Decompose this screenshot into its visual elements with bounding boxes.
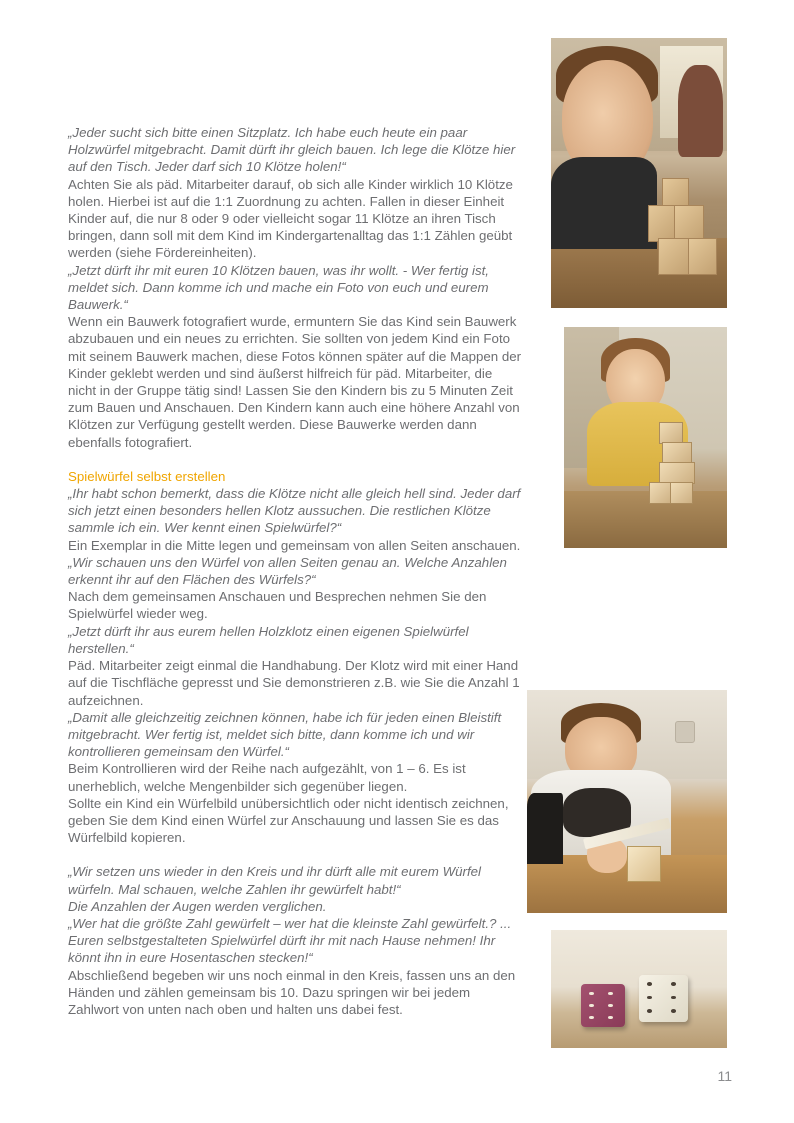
spacer <box>68 451 523 468</box>
paragraph-12: Beim Kontrollieren wird der Reihe nach aufgezählt, von 1 – 6. Es ist unerheblich, welche Mengenbilder sich gegenüber liegen. <box>68 761 466 794</box>
paragraph-7: „Wir schauen uns den Würfel von allen Seiten genau an. Welche Anzahlen erkennt ihr auf den Flächen des Würfels?“ <box>68 554 507 588</box>
paragraph-9: „Jetzt dürft ihr aus eurem hellen Holzklotz einen eigenen Spielwürfel herstellen.“ <box>68 623 469 656</box>
paragraph-15: Die Anzahlen der Augen werden verglichen. <box>68 898 327 914</box>
paragraph-3: „Jetzt dürft ihr mit euren 10 Klötzen bauen, was ihr wollt. - Wer fertig ist, meldet sich. Dann komme ich und mache ein Foto von euch und eurem Bauwerk.“ <box>68 262 489 313</box>
paragraph-8: Nach dem gemeinsamen Anschauen und Besprechen nehmen Sie den Spielwürfel wieder weg. <box>68 589 487 622</box>
paragraph-2: Achten Sie als päd. Mitarbeiter darauf, ob sich alle Kinder wirklich 10 Klötze holen. Hierbei ist auf die 1:1 Zuordnung zu achten. Fallen in dieser Einheit Kinder auf, die nur 8 oder 9 oder vielleicht sogar 11 Klötze an ihren Tisch bringen, dann soll mit dem Kind im Kindergartenalltag das 1:1 Zählen geübt werden (siehe Fördereinheiten). <box>68 176 513 261</box>
photo-girl-with-tower <box>564 327 727 548</box>
paragraph-4: Wenn ein Bauwerk fotografiert wurde, ermuntern Sie das Kind sein Bauwerk abzubauen und ein neues zu errichten. Sie sollten von jedem Kind ein Foto mit seinem Bauwerk machen, diese Fotos können später auf die Mappen der Kinder geklebt werden und sind äußerst hilfreich für päd. Mitarbeiter, die nicht in der Gruppe tätig sind! Lassen Sie den Kindern bis zu 5 Minuten Zeit zum Bauen und Anschauen. Den Kindern kann auch eine höhere Anzahl von Klötzen zur Verfügung gestellt werden. Diese Bauwerke werden dann ebenfalls fotografiert. <box>68 314 522 450</box>
paragraph-1: „Jeder sucht sich bitte einen Sitzplatz. Ich habe euch heute ein paar Holzwürfel mitgebracht. Damit dürft ihr gleich bauen. Ich lege die Klötze hier auf den Tisch. Jeder darf sich 10 Klötze holen!“ <box>68 125 516 175</box>
paragraph-11: „Damit alle gleichzeitig zeichnen können, habe ich für jeden einen Bleistift mitgebracht. Wer fertig ist, meldet sich bitte, dann komme ich und wir kontrollieren gemeinsam den Würfel.“ <box>68 709 502 760</box>
photo-two-dice <box>551 930 727 1048</box>
paragraph-16: „Wer hat die größte Zahl gewürfelt – wer hat die kleinste Zahl gewürfelt.? ... Euren selbstgestalteten Spielwürfel dürft ihr mit nach Hause nehmen! Ihr könnt ihn in eure Hosentaschen stecken!“ <box>68 915 512 966</box>
text-column <box>68 124 523 1018</box>
paragraph-13: Sollte ein Kind ein Würfelbild unübersichtlich oder nicht identisch zeichnen, geben Sie dem Kind einen Würfel zur Anschauung und lassen Sie es das Würfelbild kopieren. <box>68 795 509 846</box>
paragraph-14: „Wir setzen uns wieder in den Kreis und ihr dürft alle mit eurem Würfel würfeln. Mal schauen, welche Zahlen ihr gewürfelt habt!“ <box>68 864 481 897</box>
page-number: 11 <box>717 1068 732 1084</box>
paragraph-17: Abschließend begeben wir uns noch einmal in den Kreis, fassen uns an den Händen und zählen gemeinsam bis 10. Dazu springen wir bei jedem Zahlwort von unten nach oben und halten uns dabei fest. <box>68 967 516 1017</box>
paragraph-5: „Ihr habt schon bemerkt, dass die Klötze nicht alle gleich hell sind. Jeder darf sich jetzt einen besonders hellen Klotz aussuchen. Die restlichen Klötze sammle ich ein. Wer kennt einen Spielwürfel?“ <box>68 486 521 536</box>
photo-boy-drawing-cube <box>527 690 727 913</box>
spacer-2 <box>68 846 523 863</box>
paragraph-6: Ein Exemplar in die Mitte legen und gemeinsam von allen Seiten anschauen. <box>68 537 521 553</box>
section-heading: Spielwürfel selbst erstellen <box>68 468 226 484</box>
paragraph-10: Päd. Mitarbeiter zeigt einmal die Handhabung. Der Klotz wird mit einer Hand auf die Tischfläche gepresst und Sie demonstrieren z.B. wie Sie die Anzahl 1 aufzeichnen. <box>68 658 520 708</box>
photo-boy-with-blocks <box>551 38 727 308</box>
